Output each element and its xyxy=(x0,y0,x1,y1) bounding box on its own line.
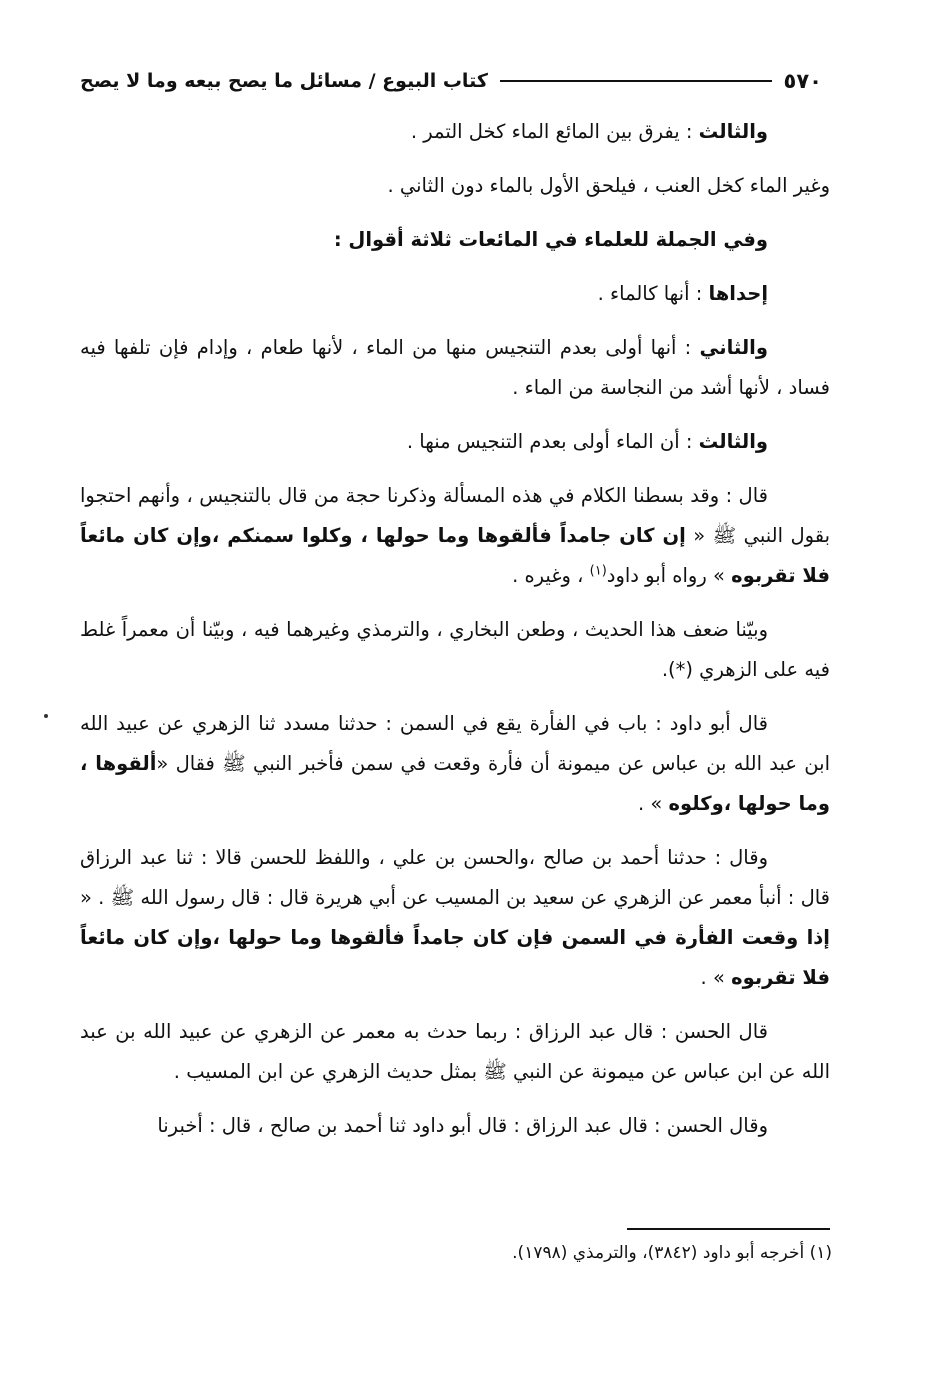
paragraph-4 xyxy=(80,274,830,314)
paragraph-5 xyxy=(80,328,830,408)
paragraph-11 xyxy=(80,1012,830,1092)
paragraph-text: وقال : حدثنا أحمد بن صالح ،والحسن بن علي ، واللفظ للحسن قالا : ثنا عبد الرزاق قال : أنبأ معمر عن الزهري عن سعيد بن المسيب عن أبي هريرة قال : قال رسول الله ﷺ . « xyxy=(80,846,830,909)
paragraph-1 xyxy=(80,112,830,152)
body-text xyxy=(80,112,830,1160)
paragraph-text: قال : وقد بسطنا الكلام في هذه المسألة وذكرنا حجة من قال بالتنجيس ، وأنهم احتجوا بقول النبي ﷺ « xyxy=(80,484,830,547)
hadith-quote: ألقوها ، وما حولها ،وكلوه xyxy=(80,752,830,815)
paragraph-text: وبيّنا ضعف هذا الحديث ، وطعن البخاري ، والترمذي وغيرهما فيه ، وبيّنا أن معمراً غلط فيه على الزهري (*). xyxy=(80,618,830,681)
footnote-rule xyxy=(627,1228,830,1230)
paragraph-text: ، وغيره . xyxy=(512,564,590,587)
paragraph-text: وقال الحسن : قال عبد الرزاق : قال أبو داود ثنا أحمد بن صالح ، قال : أخبرنا xyxy=(157,1114,768,1137)
paragraph-text: : أن الماء أولى بعدم التنجيس منها . xyxy=(406,430,699,453)
hadith-quote: إن كان جامداً فألقوها وما حولها ، وكلوا سمنكم ،وإن كان مائعاً فلا تقربوه xyxy=(80,524,830,587)
scan-speck xyxy=(44,714,48,718)
paragraph-lead: والثالث xyxy=(698,120,768,143)
page-header xyxy=(80,66,822,96)
paragraph-lead: وفي الجملة للعلماء في المائعات ثلاثة أقوال : xyxy=(333,228,768,251)
page-number: ٥٧٠ xyxy=(783,69,822,93)
paragraph-text: : يفرق بين المائع الماء كخل التمر . xyxy=(410,120,699,143)
paragraph-lead: إحداها xyxy=(708,282,768,305)
paragraph-text: وغير الماء كخل العنب ، فيلحق الأول بالماء دون الثاني . xyxy=(387,174,830,197)
paragraph-9 xyxy=(80,704,830,824)
paragraph-8 xyxy=(80,610,830,690)
paragraph-10 xyxy=(80,838,830,998)
paragraph-7 xyxy=(80,476,830,596)
paragraph-text: : أنها كالماء . xyxy=(597,282,709,305)
paragraph-3 xyxy=(80,220,830,260)
hadith-quote: إذا وقعت الفأرة في السمن فإن كان جامداً فألقوها وما حولها ،وإن كان مائعاً فلا تقربوه xyxy=(80,926,830,989)
header-rule xyxy=(500,80,772,82)
paragraph-text: قال الحسن : قال عبد الرزاق : ربما حدث به معمر عن الزهري عن عبيد الله بن عبد الله عن ابن عباس عن ميمونة عن النبي ﷺ بمثل حديث الزهري عن ابن المسيب . xyxy=(80,1020,830,1083)
footnote-reference[interactable]: (١) xyxy=(589,563,607,579)
paragraph-lead: والثالث xyxy=(698,430,768,453)
paragraph-text: » . xyxy=(700,966,732,989)
paragraph-text: قال أبو داود : باب في الفأرة يقع في السمن : حدثنا مسدد ثنا الزهري عن عبيد الله ابن عبد الله بن عباس عن ميمونة أن فأرة وقعت في سمن فأخبر النبي ﷺ فقال « xyxy=(80,712,830,775)
footnote: (١) أخرجه أبو داود (٣٨٤٢)، والترمذي (١٧٩٨). xyxy=(512,1243,832,1263)
paragraph-12 xyxy=(80,1106,830,1146)
paragraph-6 xyxy=(80,422,830,462)
paragraph-text: » رواه أبو داود xyxy=(606,564,732,587)
paragraph-lead: والثاني xyxy=(699,336,768,359)
paragraph-text: » . xyxy=(638,792,669,815)
paragraph-2 xyxy=(80,166,830,206)
paragraph-text: : أنها أولى بعدم التنجيس منها من الماء ، لأنها طعام ، وإدام فإن تلفها فيه فساد ، لأنها أشد من النجاسة من الماء . xyxy=(80,336,830,399)
running-title: كتاب البيوع / مسائل ما يصح بيعه وما لا يصح xyxy=(80,70,488,92)
